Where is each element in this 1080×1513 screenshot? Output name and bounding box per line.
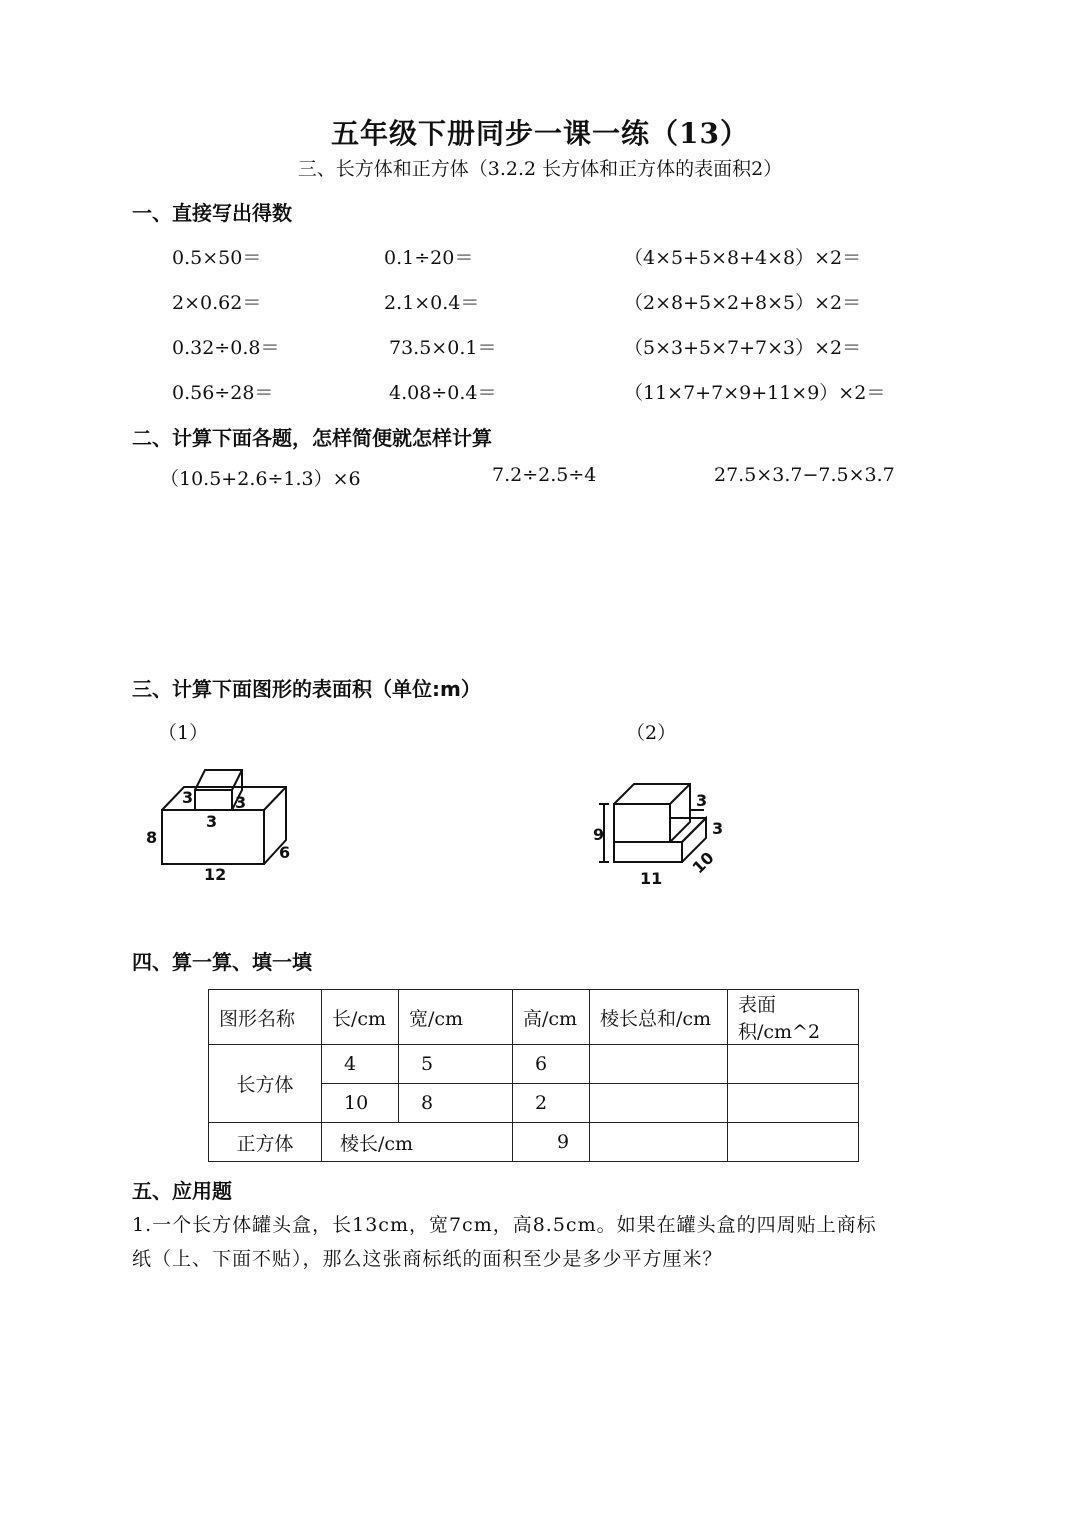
table-header-row bbox=[209, 990, 859, 1045]
answer-edge-sum[interactable] bbox=[590, 1045, 728, 1084]
shape-name-cuboid: 长方体 bbox=[209, 1045, 322, 1123]
section-3-heading: 三、计算下面图形的表面积（单位:m） bbox=[132, 677, 481, 701]
figure-1-label: （1） bbox=[158, 722, 209, 744]
table-cell: 8 bbox=[399, 1084, 513, 1123]
calc-item: 7.2÷2.5÷4 bbox=[492, 464, 597, 486]
oral-item: 0.5×50＝ bbox=[172, 247, 262, 269]
table-header: 高/cm bbox=[513, 990, 590, 1045]
table-row bbox=[209, 1123, 859, 1162]
calc-item: （10.5+2.6÷1.3）×6 bbox=[160, 468, 361, 490]
figure-1-cuboid-diagram bbox=[140, 760, 310, 890]
fig2-dim-slab-height: 3 bbox=[712, 819, 724, 838]
table-header: 宽/cm bbox=[399, 990, 513, 1045]
answer-edge-sum[interactable] bbox=[590, 1084, 728, 1123]
section-1-heading: 一、直接写出得数 bbox=[132, 201, 292, 225]
oral-item: 0.32÷0.8＝ bbox=[172, 337, 280, 359]
table-cell: 4 bbox=[322, 1045, 399, 1084]
oral-item: 2×0.62＝ bbox=[172, 292, 262, 314]
page-title: 五年级下册同步一课一练（13） bbox=[331, 117, 749, 150]
oral-item: （4×5+5×8+4×8）×2＝ bbox=[624, 247, 862, 269]
fig2-dim-depth: 10 bbox=[688, 848, 718, 878]
answer-surface-area[interactable] bbox=[728, 1123, 859, 1162]
word-problem-line-2: 纸（上、下面不贴），那么这张商标纸的面积至少是多少平方厘米？ bbox=[132, 1248, 723, 1270]
table-header: 长/cm bbox=[322, 990, 399, 1045]
fill-in-table bbox=[208, 989, 859, 1162]
figure-2-label: （2） bbox=[626, 722, 677, 744]
table-header: 图形名称 bbox=[209, 990, 322, 1045]
oral-item: （5×3+5×7+7×3）×2＝ bbox=[624, 337, 862, 359]
cube-edge-label: 棱长/cm bbox=[322, 1123, 513, 1162]
answer-surface-area[interactable] bbox=[728, 1045, 859, 1084]
section-4-heading: 四、算一算、填一填 bbox=[132, 950, 312, 974]
table-cell: 10 bbox=[322, 1084, 399, 1123]
figure-2-cuboid-diagram bbox=[588, 766, 733, 896]
fig1-dim-height: 8 bbox=[146, 828, 158, 847]
calc-item: 27.5×3.7−7.5×3.7 bbox=[714, 464, 895, 486]
fig1-dim-cube-bottom: 3 bbox=[206, 812, 218, 831]
oral-item: 0.1÷20＝ bbox=[384, 247, 474, 269]
oral-item: （11×7+7×9+11×9）×2＝ bbox=[624, 382, 886, 404]
section-5-heading: 五、应用题 bbox=[132, 1179, 232, 1203]
fig1-dim-cube-right: 3 bbox=[235, 793, 247, 812]
oral-item: 0.56÷28＝ bbox=[172, 382, 274, 404]
table-cell: 2 bbox=[513, 1084, 590, 1123]
fig2-dim-top-cube: 3 bbox=[696, 791, 708, 810]
table-cell: 5 bbox=[399, 1045, 513, 1084]
oral-item: 2.1×0.4＝ bbox=[384, 292, 480, 314]
table-header: 棱长总和/cm bbox=[590, 990, 728, 1045]
shape-name-cube: 正方体 bbox=[209, 1123, 322, 1162]
table-header: 表面积/cm^2 bbox=[728, 990, 859, 1045]
fig2-dim-length: 11 bbox=[640, 869, 663, 888]
fig1-dim-length: 12 bbox=[204, 865, 227, 884]
answer-edge-sum[interactable] bbox=[590, 1123, 728, 1162]
page-subtitle: 三、长方体和正方体（3.2.2 长方体和正方体的表面积2） bbox=[297, 158, 783, 180]
oral-item: 73.5×0.1＝ bbox=[389, 337, 497, 359]
section-2-heading: 二、计算下面各题，怎样简便就怎样计算 bbox=[132, 426, 492, 450]
answer-surface-area[interactable] bbox=[728, 1084, 859, 1123]
fig2-dim-height: 9 bbox=[593, 825, 605, 844]
table-row bbox=[209, 1045, 859, 1084]
cube-edge-value: 9 bbox=[513, 1123, 590, 1162]
oral-item: （2×8+5×2+8×5）×2＝ bbox=[624, 292, 862, 314]
fig1-dim-width: 6 bbox=[279, 843, 291, 862]
table-cell: 6 bbox=[513, 1045, 590, 1084]
fig1-dim-cube-left: 3 bbox=[182, 788, 194, 807]
word-problem-line-1: 1.一个长方体罐头盒，长13cm，宽7cm，高8.5cm。如果在罐头盒的四周贴上商标 bbox=[132, 1214, 877, 1236]
oral-item: 4.08÷0.4＝ bbox=[389, 382, 497, 404]
